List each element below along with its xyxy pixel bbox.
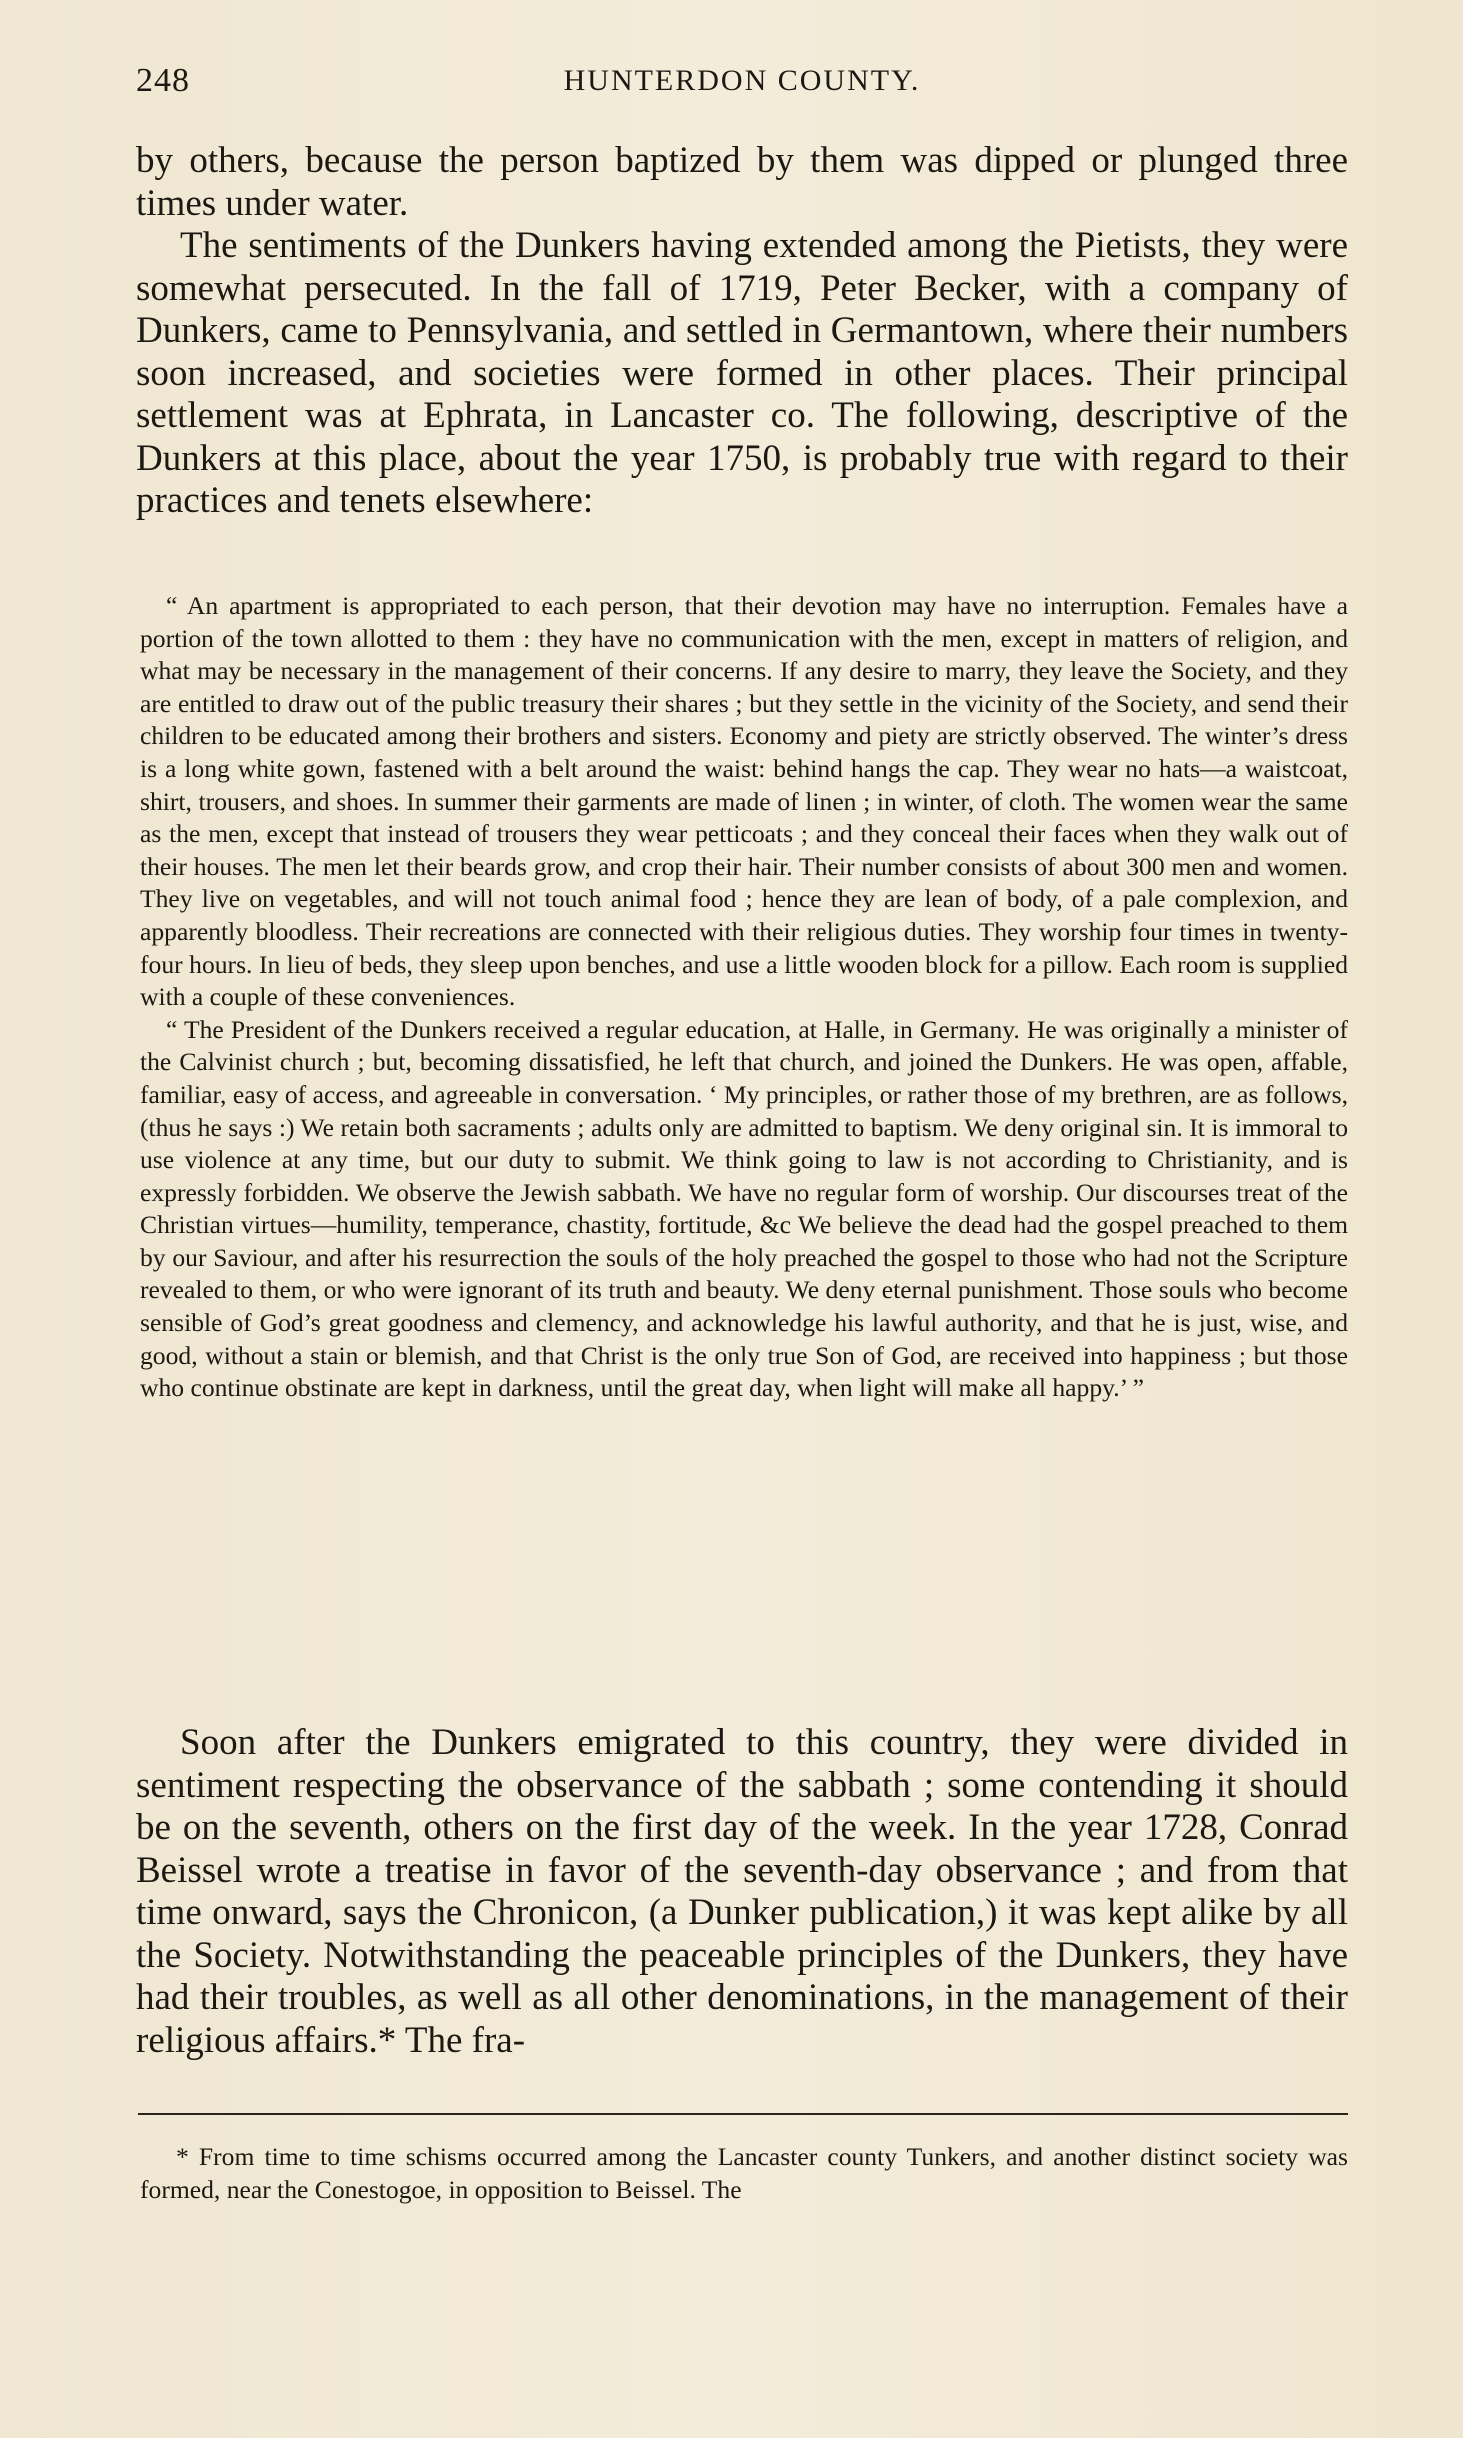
footnote-text: * From time to time schisms occurred among the Lancaster county Tunkers, and another distinct society was formed, near the Conestogoe, in opposition to Beissel. The (140, 2142, 1348, 2204)
intro-paragraph-1: by others, because the person baptized by them was dipped or plunged three times under water. (136, 140, 1348, 224)
block-quote (140, 590, 1348, 1405)
page-number: 248 (136, 62, 190, 99)
page-header (136, 62, 1348, 108)
footnote (140, 2140, 1348, 2206)
running-title: HUNTERDON COUNTY. (563, 64, 921, 97)
intro-text (136, 140, 1348, 523)
quote-paragraph-2: “ The President of the Dunkers received a regular education, at Halle, in Germany. He was originally a minister of the Calvinist church ; but, becoming dissatisfied, he left that church, and joined the Dunkers. He was open, affable, familiar, easy of access, and agreeable in conversation. ‘ My principles, or rather those of my brethren, are as follows, (thus he says :) We retain both sacraments ; adults only are admitted to baptism. We deny original sin. It is immoral to use violence at any time, but our duty to submit. We think going to law is not according to Christianity, and is expressly forbidden. We observe the Jewish sabbath. We have no regular form of worship. Our discourses treat of the Christian virtues—humility, temperance, chastity, fortitude, &c We believe the dead had the gospel preached to them by our Saviour, and after his resurrection the souls of the holy preached the gospel to those who had not the Scripture revealed to them, or who were ignorant of its truth and beauty. We deny eternal punishment. Those souls who become sensible of God’s great goodness and clemency, and acknowledge his lawful authority, and that he is just, wise, and good, without a stain or blemish, and that Christ is the only true Son of God, are received into happiness ; but those who continue obstinate are kept in darkness, until the great day, when light will make all happy.’ ” (140, 1014, 1348, 1403)
continuation-text (136, 1722, 1348, 2062)
continuation-paragraph: Soon after the Dunkers emigrated to this country, they were divided in sentiment respecting the observance of the sabbath ; some contending it should be on the seventh, others on the first day of the week. In the year 1728, Conrad Beissel wrote a treatise in favor of the seventh-day observance ; and from that time onward, says the Chronicon, (a Dunker publication,) it was kept alike by all the Society. Notwithstanding the peaceable principles of the Dunkers, they have had their troubles, as well as all other denominations, in the management of their religious affairs.* The fra- (136, 1722, 1348, 2061)
quote-paragraph-1: “ An apartment is appropriated to each person, that their devotion may have no interruption. Females have a portion of the town allotted to them : they have no communication with the men, except in matters of religion, and what may be necessary in the management of their concerns. If any desire to marry, they leave the Society, and they are entitled to draw out of the public treasury their shares ; but they settle in the vicinity of the Society, and send their children to be educated among their brothers and sisters. Economy and piety are strictly observed. The winter’s dress is a long white gown, fastened with a belt around the waist: behind hangs the cap. They wear no hats—a waistcoat, shirt, trousers, and shoes. In summer their garments are made of linen ; in winter, of cloth. The women wear the same as the men, except that instead of trousers they wear petticoats ; and they conceal their faces when they walk out of their houses. The men let their beards grow, and crop their hair. Their number consists of about 300 men and women. They live on vegetables, and will not touch animal food ; hence they are lean of body, of a pale complexion, and apparently bloodless. Their recreations are connected with their religious duties. They worship four times in twenty-four hours. In lieu of beds, they sleep upon benches, and use a little wooden block for a pillow. Each room is supplied with a couple of these conveniences. (140, 591, 1348, 1012)
intro-paragraph-2: The sentiments of the Dunkers having extended among the Pietists, they were somewhat persecuted. In the fall of 1719, Peter Becker, with a company of Dunkers, came to Pennsylvania, and settled in Germantown, where their numbers soon increased, and societies were formed in other places. Their principal settlement was at Ephrata, in Lancaster co. The following, descriptive of the Dunkers at this place, about the year 1750, is probably true with regard to their practices and tenets elsewhere: (136, 225, 1348, 521)
footnote-divider (138, 2113, 1348, 2115)
